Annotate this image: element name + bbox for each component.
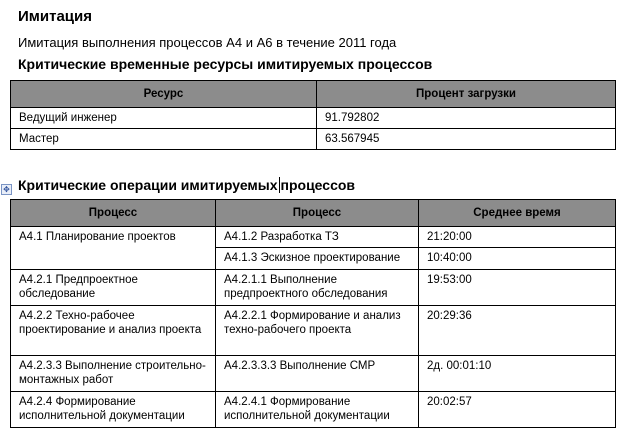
table-row xyxy=(11,270,616,306)
table-row xyxy=(11,356,616,392)
average-time-cell[interactable]: 19:53:00 xyxy=(419,270,616,306)
subprocess-cell[interactable]: А4.2.3.3.3 Выполнение СМР xyxy=(216,356,419,392)
column-header-load-percent: Процент загрузки xyxy=(317,81,616,108)
process-cell[interactable]: А4.2.2 Техно-рабочее проектирование и анализ проекта xyxy=(11,306,216,356)
page-subtitle: Имитация выполнения процессов А4 и А6 в течение 2011 года xyxy=(18,35,397,50)
table-row xyxy=(11,392,616,428)
average-time-cell[interactable]: 20:29:36 xyxy=(419,306,616,356)
page-heading: Имитация xyxy=(18,8,92,25)
process-cell[interactable]: А4.1 Планирование проектов xyxy=(11,227,216,270)
operations-section-title xyxy=(18,177,355,193)
subprocess-cell[interactable]: А4.1.2 Разработка ТЗ xyxy=(216,227,419,248)
average-time-cell[interactable]: 2д. 00:01:10 xyxy=(419,356,616,392)
process-cell[interactable]: А4.2.4 Формирование исполнительной документации xyxy=(11,392,216,428)
process-cell[interactable]: А4.2.1 Предпроектное обследование xyxy=(11,270,216,306)
column-header-subprocess: Процесс xyxy=(216,200,419,227)
table-row xyxy=(11,129,616,150)
resources-table xyxy=(10,80,616,150)
subprocess-cell[interactable]: А4.2.4.1 Формирование исполнительной документации xyxy=(216,392,419,428)
operations-table xyxy=(10,199,616,428)
column-header-process: Процесс xyxy=(11,200,216,227)
process-cell[interactable]: А4.2.3.3 Выполнение строительно-монтажных работ xyxy=(11,356,216,392)
subprocess-cell[interactable]: А4.2.1.1 Выполнение предпроектного обследования xyxy=(216,270,419,306)
average-time-cell[interactable]: 10:40:00 xyxy=(419,248,616,270)
resources-section-title: Критические временные ресурсы имитируемых процессов xyxy=(18,56,433,72)
move-cross-icon[interactable]: ✥ xyxy=(1,184,12,195)
average-time-cell[interactable]: 20:02:57 xyxy=(419,392,616,428)
text-cursor xyxy=(279,177,280,193)
table-row xyxy=(11,108,616,129)
average-time-cell[interactable]: 21:20:00 xyxy=(419,227,616,248)
column-header-average-time: Среднее время xyxy=(419,200,616,227)
subprocess-cell[interactable]: А4.2.2.1 Формирование и анализ техно-рабочего проекта xyxy=(216,306,419,356)
resource-name-cell[interactable]: Ведущий инженер xyxy=(11,108,317,129)
operations-title-part1: Критические операции имитируемых xyxy=(18,177,278,193)
resource-name-cell[interactable]: Мастер xyxy=(11,129,317,150)
load-percent-cell[interactable]: 91.792802 xyxy=(317,108,616,129)
operations-header-row xyxy=(11,200,616,227)
resources-header-row xyxy=(11,81,616,108)
operations-title-part2: процессов xyxy=(280,177,356,193)
column-header-resource: Ресурс xyxy=(11,81,317,108)
table-row xyxy=(11,227,616,248)
subprocess-cell[interactable]: А4.1.3 Эскизное проектирование xyxy=(216,248,419,270)
table-row xyxy=(11,306,616,356)
load-percent-cell[interactable]: 63.567945 xyxy=(317,129,616,150)
